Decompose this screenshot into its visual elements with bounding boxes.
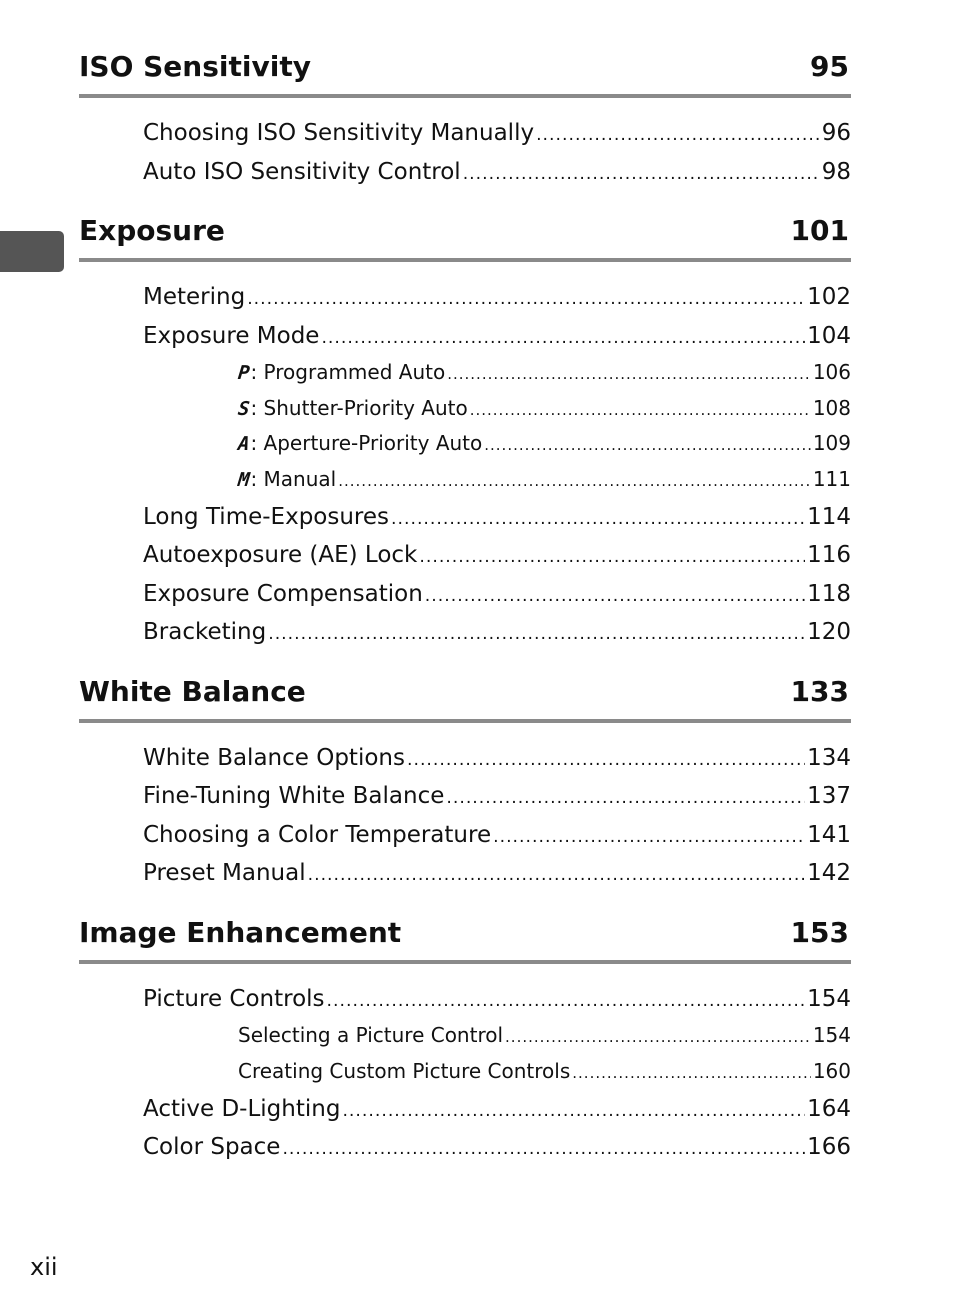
toc-subentry[interactable] [79,1055,851,1091]
entry-page-number: 111 [812,467,851,492]
dot-leader [407,742,805,779]
dot-leader [470,394,811,428]
entry-page-number: 108 [812,395,851,420]
dot-leader [327,983,806,1020]
mode-a-icon: A [236,433,251,456]
entry-label-text: : Manual [250,467,337,492]
toc-section-white-balance [79,669,851,910]
dot-leader [505,1021,811,1055]
toc-section-iso-sensitivity [79,44,851,208]
dot-leader [268,616,805,653]
entry-label-text: : Programmed Auto [250,360,446,384]
entry-label-text: : Aperture-Priority Auto [250,431,483,456]
entry-label: Bracketing [143,619,267,646]
entry-label [238,392,468,427]
section-heading[interactable] [79,910,851,964]
toc-section-exposure [79,208,851,669]
entry-label: Choosing a Color Temperature [143,821,492,848]
dot-leader [338,465,811,499]
entry-page-number: 102 [807,284,851,310]
entry-label: White Balance Options [143,744,405,771]
entry-page-number: 96 [821,120,851,146]
entry-page-number: 142 [807,860,851,887]
toc-entry[interactable] [79,817,851,856]
section-page-number: 101 [790,214,849,247]
dot-leader [446,780,805,817]
mode-m-icon: M [236,469,251,492]
entry-label: Auto ISO Sensitivity Control [143,158,461,185]
section-title: White Balance [79,674,306,708]
entry-page-number: 166 [807,1134,851,1161]
entry-page-number: 114 [807,503,851,530]
toc-entry[interactable] [79,1129,851,1168]
entry-label-text: : Shutter-Priority Auto [250,395,468,420]
toc-entry[interactable] [79,154,851,193]
toc-entry[interactable] [79,576,851,615]
toc-entry[interactable] [79,614,851,653]
entry-label [238,427,482,462]
toc-entry[interactable] [79,499,851,538]
chapter-tab-marker [0,231,64,272]
entry-label: Preset Manual [143,860,306,887]
toc-entry[interactable] [79,778,851,817]
toc-subentry[interactable] [79,1019,851,1055]
entry-label: Long Time-Exposures [143,503,390,530]
mode-s-icon: S [236,397,251,420]
toc-subentry[interactable] [79,392,851,428]
dot-leader [391,501,805,538]
entry-label: Exposure Mode [143,322,320,349]
section-heading[interactable] [79,669,851,723]
entry-page-number: 160 [812,1059,851,1084]
entry-label: Autoexposure (AE) Lock [143,542,418,569]
entry-label [238,356,445,391]
page-number: xii [30,1253,58,1281]
dot-leader [572,1057,811,1091]
toc-entry[interactable] [79,279,851,318]
toc-entry[interactable] [79,1091,851,1130]
dot-leader [282,1131,805,1168]
entry-label: Exposure Compensation [143,580,423,607]
entry-label: Selecting a Picture Control [238,1023,504,1048]
dot-leader [321,320,805,357]
table-of-contents [79,44,851,1184]
entry-page-number: 141 [807,821,851,848]
dot-leader [342,1093,805,1130]
mode-p-icon: P [236,362,251,384]
dot-leader [247,281,805,318]
entry-label: Active D-Lighting [143,1095,341,1122]
section-title: ISO Sensitivity [79,50,311,83]
entry-page-number: 164 [807,1095,851,1122]
entry-page-number: 109 [812,431,851,456]
entry-page-number: 116 [807,542,851,569]
section-page-number: 95 [810,50,849,83]
section-page-number: 133 [790,674,849,708]
entry-label: Color Space [143,1134,281,1161]
toc-subentry[interactable] [79,463,851,499]
entry-label: Picture Controls [143,985,325,1012]
entry-page-number: 134 [807,744,851,771]
toc-entry[interactable] [79,115,851,154]
toc-section-image-enhancement [79,910,851,1184]
toc-entry[interactable] [79,537,851,576]
entry-label: Creating Custom Picture Controls [238,1059,571,1084]
entry-page-number: 120 [807,619,851,646]
dot-leader [536,117,820,154]
dot-leader [484,429,811,463]
dot-leader [425,578,805,615]
toc-entry[interactable] [79,981,851,1020]
toc-entry[interactable] [79,855,851,894]
entry-page-number: 106 [812,360,851,384]
dot-leader [493,819,805,856]
section-title: Image Enhancement [79,915,402,949]
entry-label: Fine-Tuning White Balance [143,783,445,810]
entry-page-number: 154 [807,985,851,1012]
toc-entry[interactable] [79,318,851,357]
dot-leader [419,539,805,576]
section-title: Exposure [79,214,225,247]
dot-leader [308,857,805,894]
entry-page-number: 154 [812,1023,851,1048]
toc-subentry[interactable] [79,356,851,392]
section-heading[interactable] [79,44,851,98]
section-heading[interactable] [79,208,851,262]
entry-label: Choosing ISO Sensitivity Manually [143,120,535,146]
entry-label [238,463,336,498]
entry-page-number: 104 [807,322,851,349]
entry-page-number: 98 [821,158,851,185]
section-page-number: 153 [790,915,849,949]
entry-label: Metering [143,284,246,310]
dot-leader [447,358,811,392]
toc-subentry[interactable] [79,427,851,463]
toc-entry[interactable] [79,740,851,779]
dot-leader [463,156,820,193]
entry-page-number: 137 [807,783,851,810]
entry-page-number: 118 [807,580,851,607]
